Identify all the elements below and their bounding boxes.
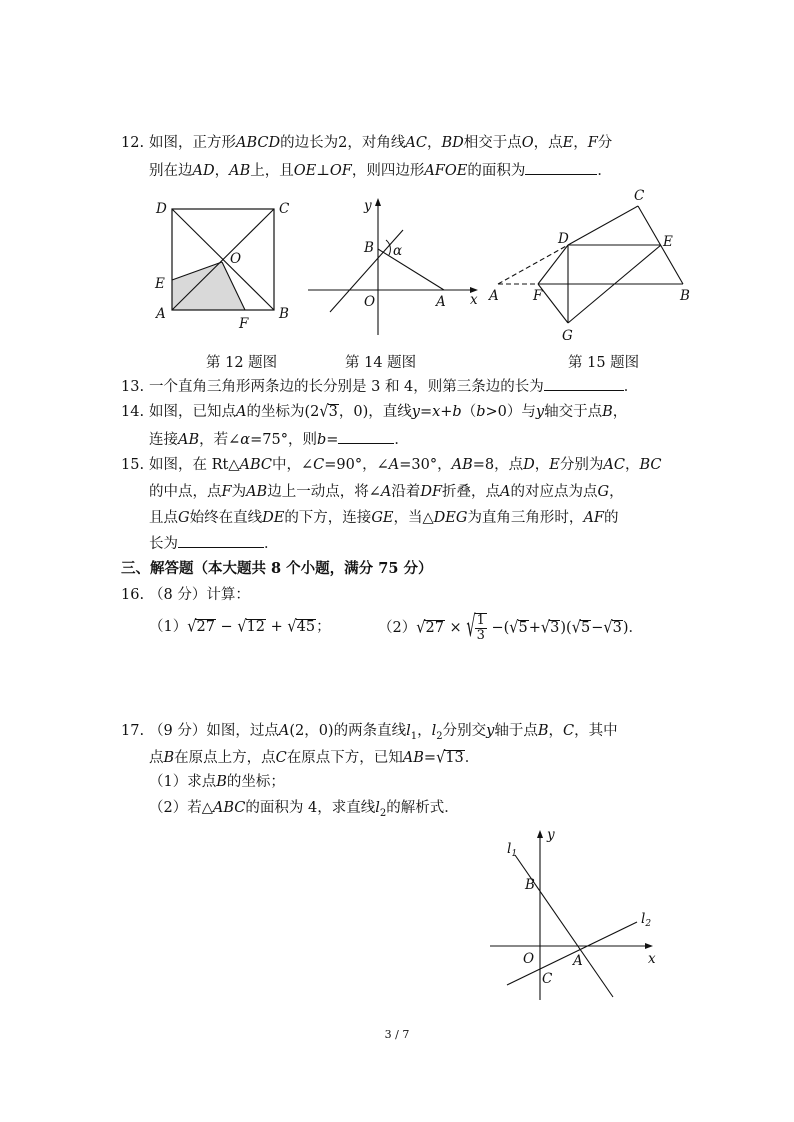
- fig15-label-g: G: [562, 328, 573, 344]
- fig12-label-o: O: [230, 251, 242, 267]
- fig12-label-d: D: [156, 201, 167, 217]
- fig15-caption: 第 15 题图: [568, 355, 640, 371]
- fig17-label-b: B: [525, 877, 535, 893]
- q17-line1: 17. （9 分）如图，过点A(2，0)的两条直线$l_1$，$l_2$分别交y轴于点B，C，其中: [121, 723, 618, 742]
- fig17-label-y: y: [547, 827, 555, 843]
- fig12-label-c: C: [279, 201, 290, 217]
- q17-part2: （2）若△ABC的面积为 4，求直线$l_2$的解析式．: [149, 800, 459, 819]
- fig12-caption: 第 12 题图: [206, 355, 278, 371]
- q13-line: 13. 一个直角三角形两条边的长分别是 3 和 4，则第三条边的长为 ．: [121, 376, 681, 397]
- fig15-label-a: A: [489, 288, 499, 304]
- fig15-label-d: D: [558, 231, 569, 247]
- q15-line1: 15. 如图，在 Rt△ABC中，∠C=90°，∠A=30°，AB=8，点D，E分别为AC，BC: [121, 457, 662, 473]
- fig17-y-arrow: [537, 830, 543, 838]
- fig17-label-c: C: [542, 971, 553, 987]
- fig17-label-a: A: [573, 953, 583, 969]
- q17-line2: 点B在原点上方，点C在原点下方，已知AB=√13．: [149, 748, 480, 768]
- q15-line2: 的中点，点F为AB边上一动点，将∠A沿着DF折叠，点A的对应点为点G，: [149, 484, 624, 500]
- q12-line2: 别在边AD，AB上，且OE⊥OF，则四边形AFOE的面积为 ．: [149, 160, 709, 181]
- fig14-angle-arc: [386, 240, 390, 255]
- fig15-segment-fg: [538, 284, 568, 323]
- q13-answer-blank: [544, 376, 624, 391]
- q16-head: 16. （8 分）计算：: [121, 587, 250, 603]
- q12-answer-blank: [525, 160, 597, 175]
- q16-part2: （2）√27 × √ $\frac{1}{3}$ −(√5+√3)(√5−√3)．: [378, 612, 644, 644]
- section-3-title: 三、解答题（本大题共 8 个小题，满分 75 分）: [121, 560, 433, 577]
- fig15-segment-dc: [568, 206, 638, 245]
- fig15-label-e: E: [663, 234, 673, 250]
- figure-15: [480, 186, 695, 346]
- q16-part1: （1）√27 − √12 + √45；: [149, 617, 331, 637]
- q15-answer-blank: [178, 533, 264, 548]
- fig14-caption: 第 14 题图: [345, 355, 417, 371]
- fig12-label-b: B: [279, 306, 289, 322]
- fig14-y-arrow: [375, 198, 381, 206]
- q12-line1: 12. 如图，正方形ABCD的边长为2，对角线AC，BD相交于点O，点E，F分: [121, 135, 613, 151]
- q15-line3: 且点G始终在直线DE的下方，连接GE，当△DEG为直角三角形时，AF的: [149, 510, 619, 526]
- q15-line4: 长为 ．: [149, 533, 709, 554]
- figure-14: [300, 192, 490, 337]
- fig14-label-x: x: [470, 292, 478, 308]
- figure-12: [150, 192, 300, 332]
- fig14-label-y: y: [364, 198, 372, 214]
- figure-17: [485, 825, 670, 1005]
- fig17-label-l2: $l_2$: [641, 911, 652, 929]
- fig15-segment-df: [538, 245, 568, 284]
- sqrt-symbol: √: [319, 402, 329, 422]
- fig15-label-f: F: [533, 288, 543, 304]
- q14-line1: 14. 如图，已知点A的坐标为(2√3，0)，直线y=x+b（b>0）与y轴交于点B，: [121, 402, 681, 422]
- fig17-label-l1: $l_1$: [507, 841, 518, 859]
- q14-answer-blank: [338, 429, 394, 444]
- fig12-label-e: E: [155, 276, 165, 292]
- fig17-label-o: O: [523, 951, 535, 967]
- fig14-label-alpha: α: [393, 243, 403, 259]
- fig14-label-o: O: [364, 294, 376, 310]
- fig12-label-f: F: [239, 316, 249, 332]
- fig14-label-a: A: [436, 294, 446, 310]
- q17-part1: （1）求点B的坐标；: [149, 774, 285, 790]
- fig15-segment-ad-dashed: [498, 245, 568, 284]
- fig17-label-x: x: [648, 951, 656, 967]
- fig12-label-a: A: [156, 306, 166, 322]
- fig14-label-b: B: [364, 240, 374, 256]
- page-number: 3 / 7: [384, 1028, 410, 1041]
- fig14-segment-ab: [378, 249, 444, 290]
- q14-line2: 连接AB，若∠α=75°，则b= ．: [149, 429, 709, 450]
- fig15-label-c: C: [634, 188, 645, 204]
- fig17-x-arrow: [645, 943, 653, 949]
- fig15-label-b: B: [680, 288, 690, 304]
